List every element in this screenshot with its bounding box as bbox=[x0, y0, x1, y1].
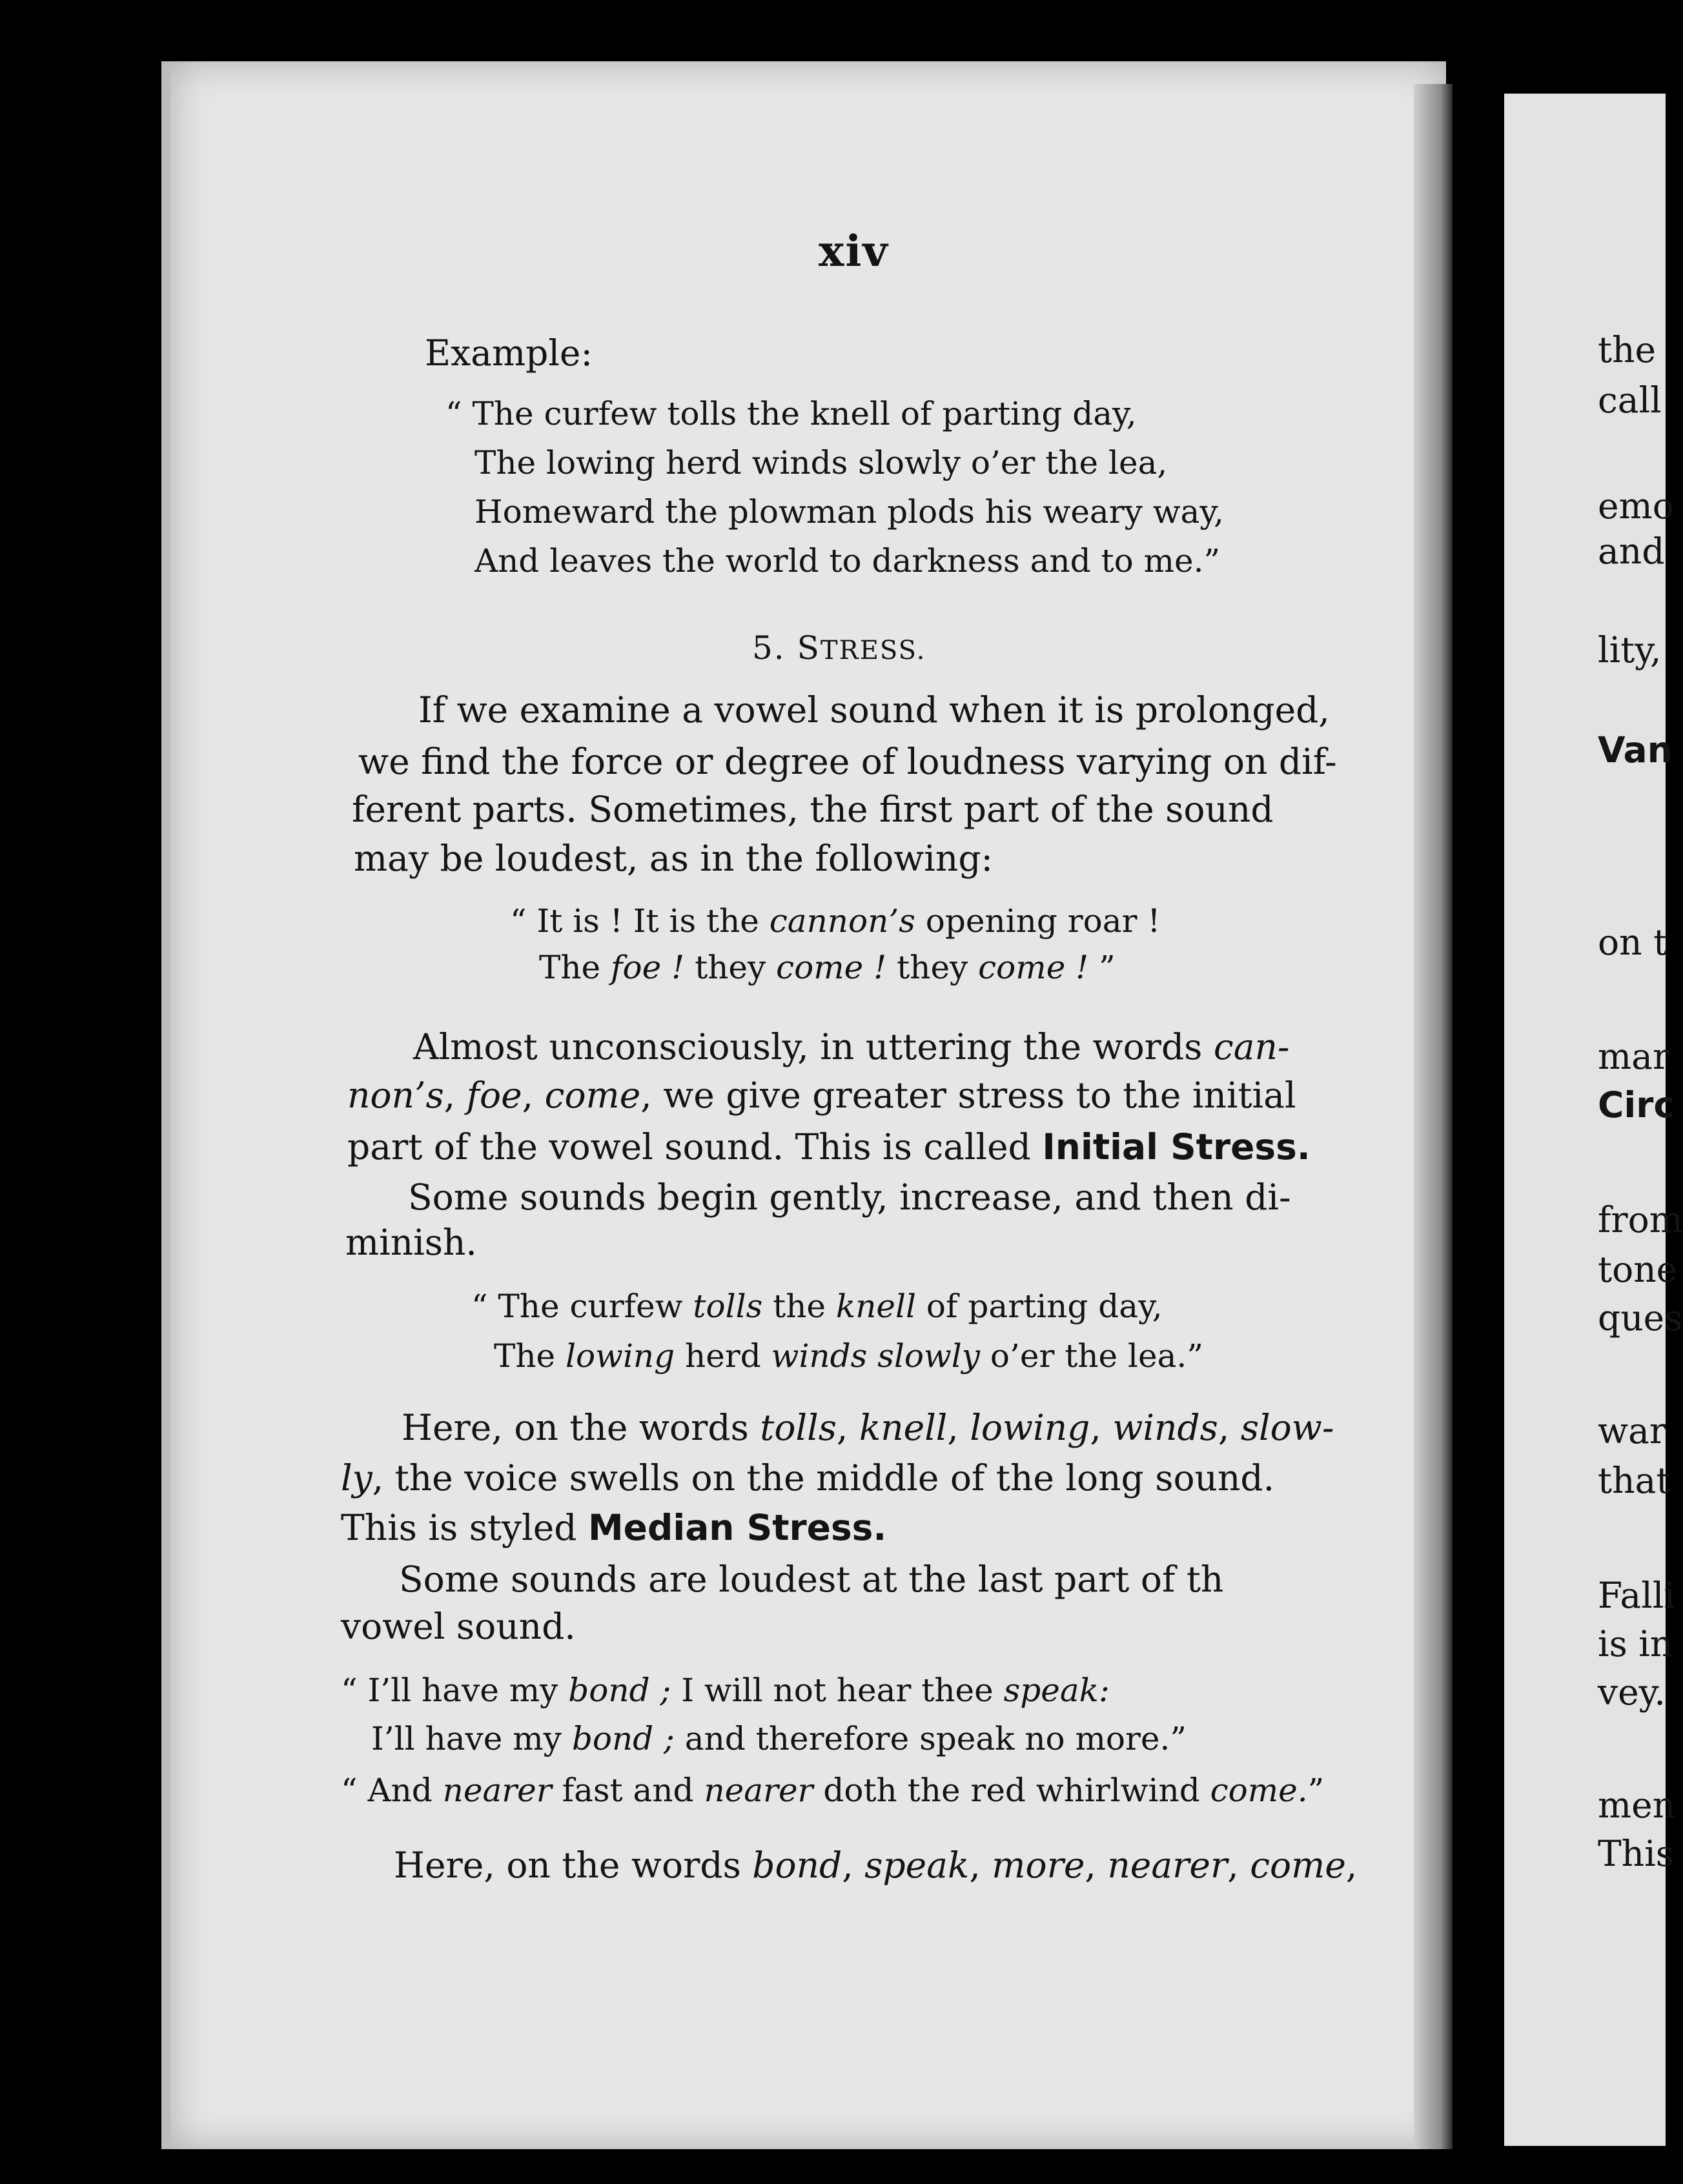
right-page-fragment: and bbox=[1598, 531, 1665, 572]
right-page-fragment: is in bbox=[1598, 1623, 1673, 1664]
paragraph-line: Some sounds are loudest at the last part of th bbox=[399, 1559, 1224, 1600]
paragraph-line: part of the vowel sound. This is called Initial Stress. bbox=[347, 1126, 1311, 1168]
quote-line: “ The curfew tolls the knell of parting day, bbox=[471, 1288, 1163, 1325]
right-page-fragment: lity, bbox=[1598, 629, 1662, 671]
right-page-fragment: tone bbox=[1598, 1249, 1678, 1290]
paragraph-line: may be loudest, as in the following: bbox=[354, 838, 994, 879]
paragraph-line: Some sounds begin gently, increase, and then di- bbox=[408, 1177, 1291, 1218]
right-page-fragment: This bbox=[1598, 1833, 1674, 1874]
right-page-fragment: that bbox=[1598, 1460, 1671, 1501]
page-gutter bbox=[1414, 84, 1453, 2149]
right-page-fragment: Van bbox=[1598, 729, 1673, 771]
quote-line: The foe ! they come ! they come ! ” bbox=[539, 949, 1116, 986]
right-page-fragment: war bbox=[1598, 1410, 1667, 1451]
paragraph-line: non’s, foe, come, we give greater stress to the initial bbox=[347, 1075, 1296, 1116]
right-page-fragment: on t bbox=[1598, 922, 1668, 963]
example-label: Example: bbox=[425, 332, 593, 374]
right-page-fragment: men bbox=[1598, 1785, 1676, 1826]
quote-line: “ It is ! It is the cannon’s opening roar ! bbox=[510, 902, 1161, 940]
paragraph-line: vowel sound. bbox=[341, 1606, 576, 1647]
right-page-fragment: mar bbox=[1598, 1036, 1670, 1077]
right-page-fragment: the bbox=[1598, 329, 1657, 370]
right-page-fragment: call bbox=[1598, 379, 1662, 421]
paragraph-line: ly, the voice swells on the middle of the long sound. bbox=[341, 1457, 1275, 1499]
verse-line: And leaves the world to darkness and to me.” bbox=[474, 542, 1221, 580]
right-page-fragment: Falli bbox=[1598, 1575, 1675, 1616]
right-page-fragment: vey. bbox=[1598, 1672, 1666, 1713]
paragraph-line: This is styled Median Stress. bbox=[341, 1507, 887, 1548]
right-page-fragment: Circ bbox=[1598, 1084, 1675, 1126]
paragraph-line: minish. bbox=[345, 1222, 477, 1263]
paragraph-line: we find the force or degree of loudness varying on dif- bbox=[358, 741, 1337, 782]
paragraph-line: Here, on the words bond, speak, more, nearer, come, bbox=[394, 1845, 1358, 1886]
section-heading: 5. STRESS. bbox=[752, 629, 926, 667]
right-page-fragment: ques bbox=[1598, 1297, 1683, 1339]
quote-line: The lowing herd winds slowly o’er the lea.” bbox=[494, 1337, 1203, 1375]
quote-line: I’ll have my bond ; and therefore speak no more.” bbox=[371, 1720, 1187, 1757]
paragraph-line: Here, on the words tolls, knell, lowing, winds, slow- bbox=[402, 1407, 1334, 1448]
verse-line: Homeward the plowman plods his weary way, bbox=[474, 493, 1224, 531]
paragraph-line: If we examine a vowel sound when it is prolonged, bbox=[418, 689, 1330, 731]
verse-line: The lowing herd winds slowly o’er the lea, bbox=[474, 444, 1168, 481]
quote-line: “ And nearer fast and nearer doth the red whirlwind come.” bbox=[341, 1772, 1325, 1809]
paragraph-line: ferent parts. Sometimes, the first part of the sound bbox=[352, 789, 1274, 830]
page-number: xiv bbox=[819, 226, 889, 276]
quote-line: “ I’ll have my bond ; I will not hear thee speak: bbox=[341, 1672, 1110, 1709]
verse-line: “ The curfew tolls the knell of parting day, bbox=[445, 395, 1137, 432]
paragraph-line: Almost unconsciously, in uttering the words can- bbox=[413, 1026, 1290, 1067]
right-page-fragment: emo bbox=[1598, 485, 1674, 527]
right-page-fragment: from bbox=[1598, 1199, 1683, 1240]
